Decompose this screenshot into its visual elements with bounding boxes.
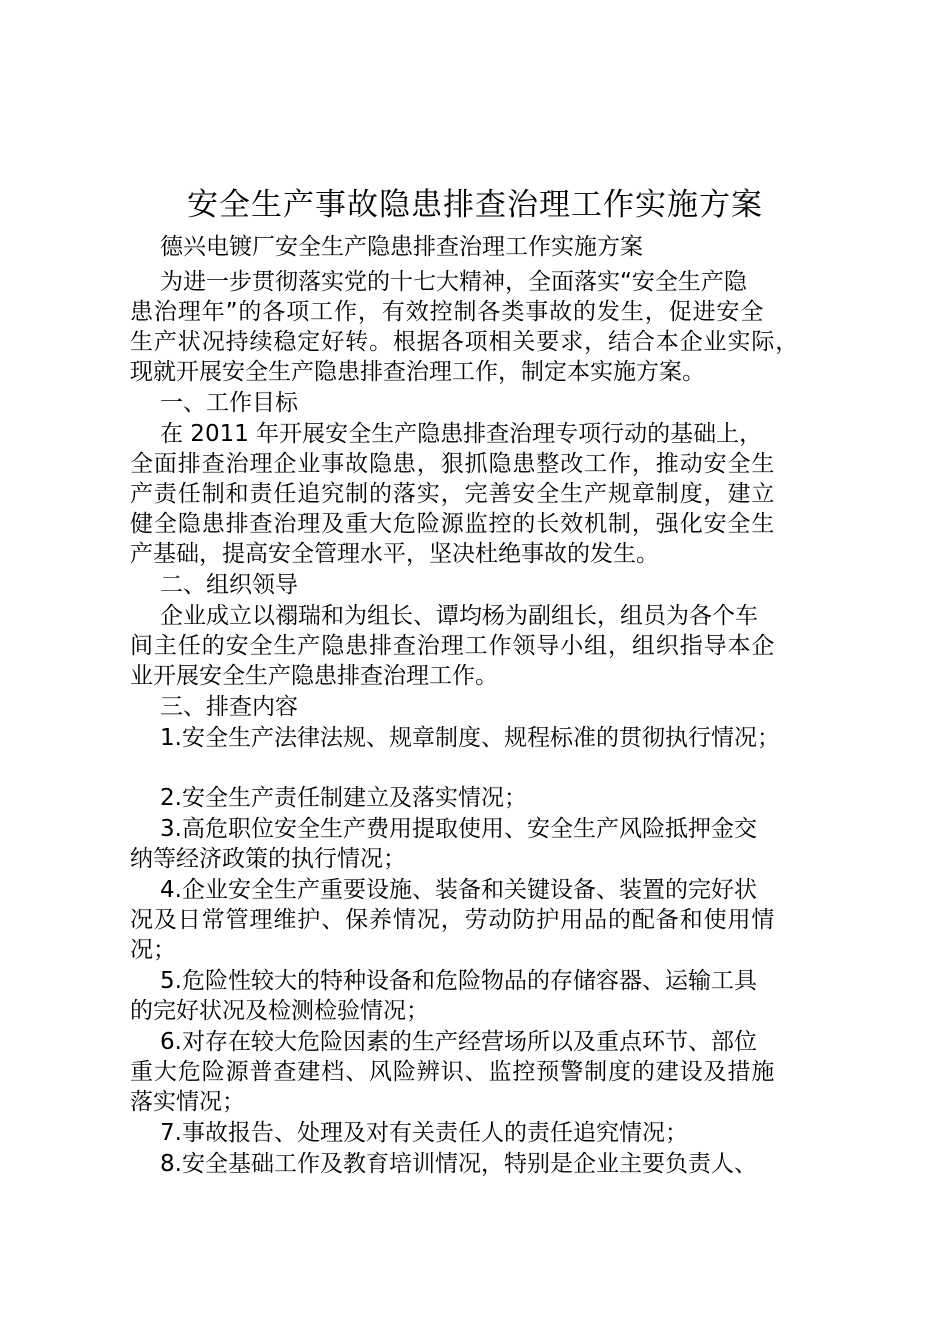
list-item: 1.安全生产法律法规、规章制度、规程标准的贯彻执行情况； bbox=[160, 725, 780, 751]
list-item: 8.安全基础工作及教育培训情况，特别是企业主要负责人、 bbox=[160, 1151, 757, 1177]
section-heading-goals: 一、工作目标 bbox=[160, 390, 298, 416]
intro-line: 为进一步贯彻落实党的十七大精神，全面落实“安全生产隐 bbox=[160, 269, 747, 295]
section-line: 产基础，提高安全管理水平，坚决杜绝事故的发生。 bbox=[130, 541, 659, 567]
list-item-continuation: 况及日常管理维护、保养情况，劳动防护用品的配备和使用情 bbox=[130, 907, 776, 933]
list-item-continuation: 落实情况； bbox=[130, 1089, 245, 1115]
section-line: 产责任制和责任追究制的落实，完善安全生产规章制度，建立 bbox=[130, 481, 776, 507]
intro-line: 患治理年”的各项工作，有效控制各类事故的发生，促进安全 bbox=[130, 299, 765, 325]
section-line: 业开展安全生产隐患排查治理工作。 bbox=[130, 663, 498, 689]
list-item: 7.事故报告、处理及对有关责任人的责任追究情况； bbox=[160, 1120, 688, 1146]
section-line: 在 2011 年开展安全生产隐患排查治理专项行动的基础上， bbox=[160, 421, 763, 447]
list-item: 2.安全生产责任制建立及落实情况； bbox=[160, 785, 527, 811]
list-item: 5.危险性较大的特种设备和危险物品的存储容器、运输工具 bbox=[160, 968, 757, 994]
section-heading-inspection: 三、排查内容 bbox=[160, 694, 298, 720]
intro-line: 生产状况持续稳定好转。根据各项相关要求，结合本企业实际， bbox=[130, 329, 800, 355]
section-line: 全面排查治理企业事故隐患，狠抓隐患整改工作，推动安全生 bbox=[130, 451, 776, 477]
document-title: 安全生产事故隐患排查治理工作实施方案 bbox=[187, 187, 763, 223]
section-line: 健全隐患排查治理及重大危险源监控的长效机制，强化安全生 bbox=[130, 511, 776, 537]
list-item-continuation: 纳等经济政策的执行情况； bbox=[130, 846, 406, 872]
list-item-continuation: 况； bbox=[130, 937, 176, 963]
list-item: 4.企业安全生产重要设施、装备和关键设备、装置的完好状 bbox=[160, 877, 757, 903]
section-line: 企业成立以禤瑞和为组长、谭均杨为副组长，组员为各个车 bbox=[160, 603, 758, 629]
document-subtitle: 德兴电镀厂安全生产隐患排查治理工作实施方案 bbox=[160, 234, 643, 260]
section-line: 间主任的安全生产隐患排查治理工作领导小组，组织指导本企 bbox=[130, 633, 776, 659]
list-item-continuation: 的完好状况及检测检验情况； bbox=[130, 998, 429, 1024]
list-item: 6.对存在较大危险因素的生产经营场所以及重点环节、部位 bbox=[160, 1029, 757, 1055]
intro-line: 现就开展安全生产隐患排查治理工作，制定本实施方案。 bbox=[130, 359, 705, 385]
section-heading-organization: 二、组织领导 bbox=[160, 572, 298, 598]
list-item-continuation: 重大危险源普查建档、风险辨识、监控预警制度的建设及措施 bbox=[130, 1059, 776, 1085]
list-item: 3.高危职位安全生产费用提取使用、安全生产风险抵押金交 bbox=[160, 816, 757, 842]
